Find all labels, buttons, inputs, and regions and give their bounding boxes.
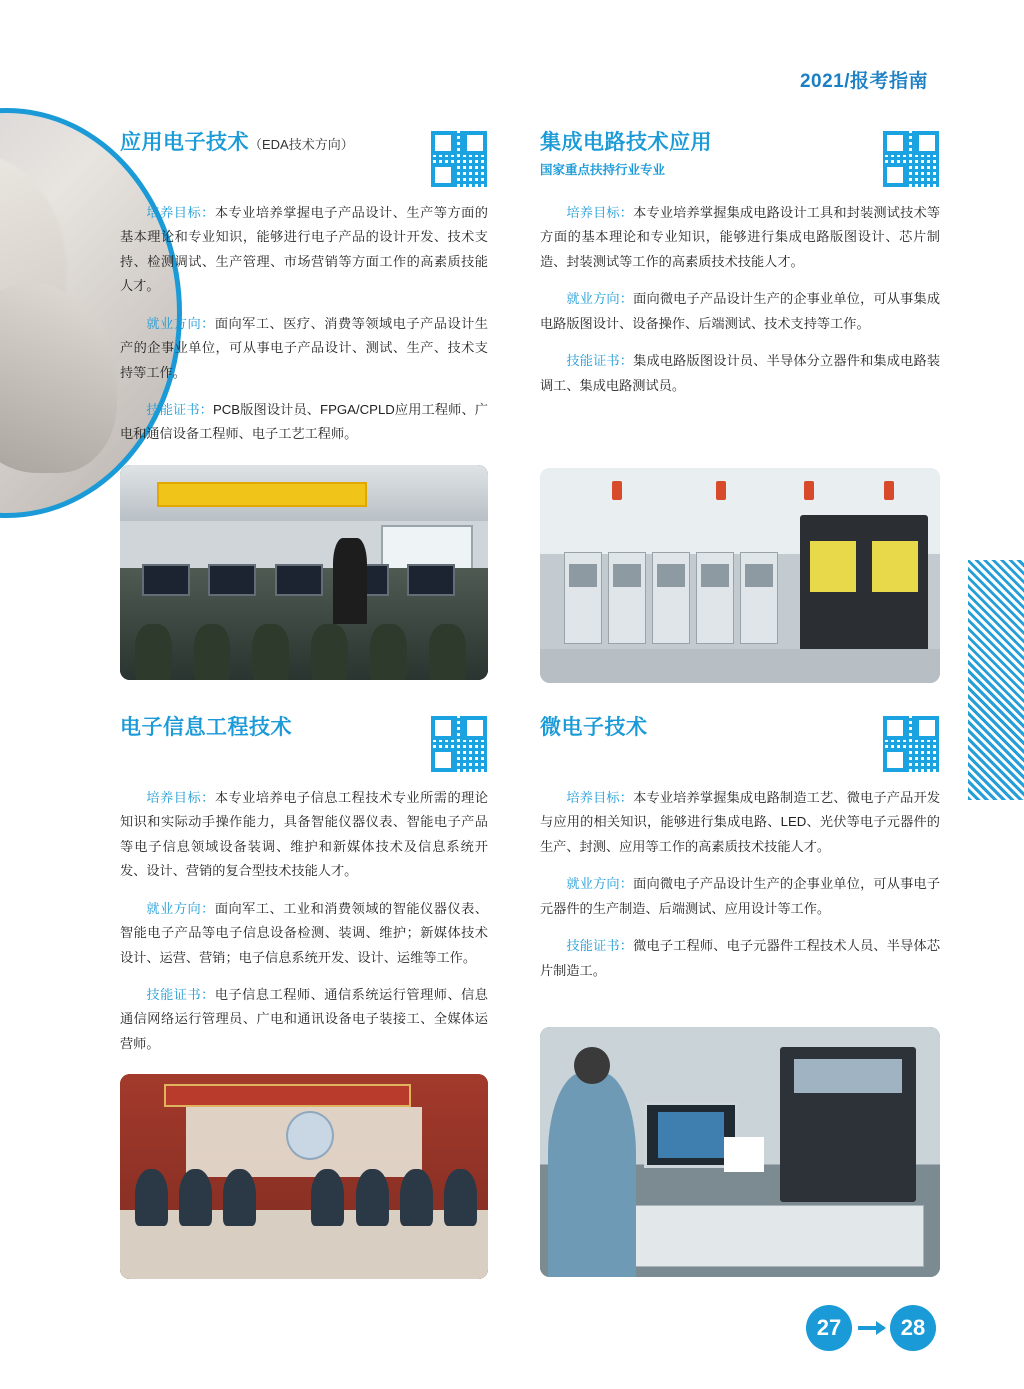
major-career-paragraph — [120, 897, 488, 970]
label-career: 就业方向： — [146, 315, 215, 331]
major-title — [120, 715, 292, 740]
decorative-shape-2 — [0, 283, 117, 473]
major-cert-text: 集成电路版图设计员、半导体分立器件和集成电路装调工、集成电路测试员。 — [540, 353, 941, 393]
qr-code-icon[interactable] — [430, 130, 488, 188]
qr-code-icon[interactable] — [882, 130, 940, 188]
major-goal-paragraph — [120, 786, 488, 884]
label-cert: 技能证书： — [566, 353, 634, 369]
major-block-integrated-circuit — [540, 130, 940, 683]
major-goal-text: 本专业培养掌握集成电路设计工具和封装测试技术等方面的基本理论和专业知识，能够进行集成电路版图设计、芯片制造、封装测试等工作的高素质技术技能人才。 — [540, 205, 941, 269]
title-row — [540, 715, 940, 773]
major-career-text: 面向军工、医疗、消费等领域电子产品设计生产的企事业单位，可从事电子产品设计、测试、生产、技术支持等工作。 — [120, 315, 488, 380]
label-goal: 培养目标： — [566, 205, 634, 220]
label-career: 就业方向： — [146, 900, 215, 916]
photo-cleanroom-production-line — [540, 468, 940, 683]
left-column-bottom — [120, 715, 488, 1279]
photo-computer-classroom — [120, 465, 488, 680]
title-row — [120, 130, 488, 188]
major-title — [540, 130, 712, 155]
photo-meeting-room — [120, 1074, 488, 1279]
title-row — [120, 715, 488, 773]
label-goal: 培养目标： — [566, 790, 634, 805]
major-cert-paragraph — [540, 934, 940, 983]
major-goal-text: 本专业培养掌握电子产品设计、生产等方面的基本理论和专业知识，能够进行电子产品的设计开发、技术支持、检测调试、生产管理、市场营销等方面工作的高素质技能人才。 — [120, 205, 488, 294]
major-block-electronic-information — [120, 715, 488, 1279]
major-career-paragraph — [120, 312, 488, 385]
label-cert: 技能证书： — [146, 986, 215, 1002]
major-cert-paragraph — [540, 349, 940, 398]
major-block-microelectronics — [540, 715, 940, 1277]
major-cert-text: 微电子工程师、电子元器件工程技术人员、半导体芯片制造工。 — [540, 938, 941, 978]
major-goal-paragraph — [120, 201, 488, 299]
left-column-top — [120, 130, 488, 680]
page-number-left: 27 — [806, 1305, 852, 1351]
right-column-top — [540, 130, 940, 683]
major-career-text: 面向军工、工业和消费领域的智能仪器仪表、智能电子产品等电子信息设备检测、装调、维护；新媒体技术设计、运营、营销；电子信息系统开发、设计、运维等工作。 — [120, 900, 488, 965]
page-number-right: 28 — [890, 1305, 936, 1351]
major-goal-paragraph — [540, 201, 940, 274]
label-cert: 技能证书： — [146, 401, 213, 417]
label-career: 就业方向： — [566, 291, 634, 307]
decorative-halftone-strip — [968, 560, 1024, 800]
major-block-applied-electronics — [120, 130, 488, 680]
major-title-main: 微电子技术 — [540, 716, 648, 739]
arrow-icon — [858, 1326, 884, 1330]
major-title-sub: （EDA技术方向） — [249, 137, 354, 152]
major-goal-text: 本专业培养掌握集成电路制造工艺、微电子产品开发与应用的相关知识，能够进行集成电路、LED、光伏等电子元器件的生产、封测、应用等工作的高素质技术技能人才。 — [540, 790, 941, 854]
label-cert: 技能证书： — [566, 938, 634, 954]
page-header-title: 2021/报考指南 — [799, 71, 928, 92]
major-career-paragraph — [540, 872, 940, 921]
major-career-text: 面向微电子产品设计生产的企事业单位，可从事集成电路版图设计、设备操作、后端测试、技术支持等工作。 — [540, 291, 941, 331]
label-career: 就业方向： — [566, 876, 634, 892]
label-goal: 培养目标： — [146, 790, 215, 805]
label-goal: 培养目标： — [146, 205, 215, 220]
qr-code-icon[interactable] — [430, 715, 488, 773]
photo-microelectronics-lab — [540, 1027, 940, 1277]
major-cert-text: PCB版图设计员、FPGA/CPLD应用工程师、广电和通信设备工程师、电子工艺工程师。 — [120, 401, 488, 442]
qr-code-icon[interactable] — [882, 715, 940, 773]
major-tag-badge: 国家重点扶持行业专业 — [540, 163, 666, 178]
right-column-bottom — [540, 715, 940, 1277]
major-cert-paragraph — [120, 983, 488, 1056]
major-title-main: 集成电路技术应用 — [540, 131, 712, 154]
major-title-main: 应用电子技术 — [120, 131, 249, 154]
major-title — [120, 130, 354, 155]
major-career-text: 面向微电子产品设计生产的企事业单位，可从事电子元器件的生产制造、后端测试、应用设计等工作。 — [540, 876, 941, 916]
title-row — [540, 130, 940, 188]
major-cert-paragraph — [120, 398, 488, 447]
major-goal-text: 本专业培养电子信息工程技术专业所需的理论知识和实际动手操作能力，具备智能仪器仪表、智能电子产品等电子信息领域设备装调、维护和新媒体技术及信息系统开发、设计、营销的复合型技术技能人才。 — [120, 790, 488, 879]
page-number-group — [806, 1305, 936, 1351]
major-title-main: 电子信息工程技术 — [120, 716, 292, 739]
major-goal-paragraph — [540, 786, 940, 859]
major-title — [540, 715, 648, 740]
major-cert-text: 电子信息工程师、通信系统运行管理师、信息通信网络运行管理员、广电和通讯设备电子装接工、全媒体运营师。 — [120, 986, 488, 1051]
major-career-paragraph — [540, 287, 940, 336]
